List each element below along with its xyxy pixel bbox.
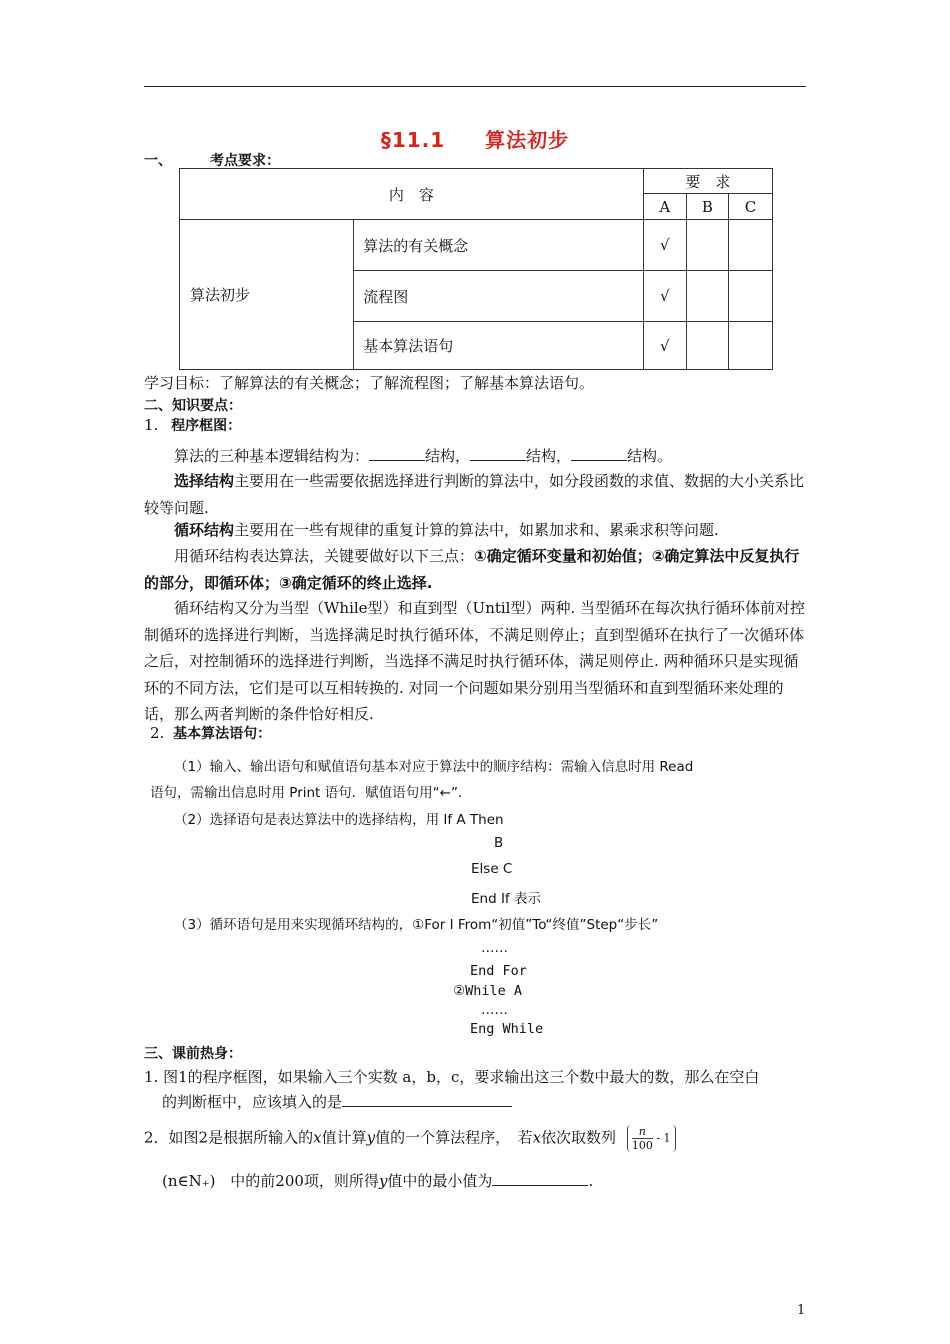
answer-blank-2	[492, 1185, 588, 1186]
page-number: 1	[797, 1303, 806, 1318]
table-row-item: 基本算法语句	[354, 322, 643, 370]
level-b: B	[686, 194, 728, 220]
loop-dots-2: ……	[481, 1002, 508, 1018]
io-statement-line2: 语句，需输出信息时用 Print 语句．赋值语句用“←”．	[150, 785, 472, 801]
header-rule	[144, 86, 806, 87]
check-mark: √	[643, 322, 686, 370]
var-y: y	[366, 1128, 376, 1147]
blank-3	[571, 460, 627, 461]
sub-heading-2-label: 基本算法语句：	[173, 726, 272, 742]
check-mark: √	[643, 271, 686, 322]
if-statement-else: Else C	[471, 861, 513, 877]
sub-heading-2-num: 2.	[150, 724, 165, 742]
question-1-line2: 的判断框中，应该填入的是	[162, 1091, 512, 1112]
paragraph-loop: 循环结构主要用在一些有规律的重复计算的算法中，如累加求和、累乘求积等问题.	[174, 521, 719, 539]
topic-cell: 算法初步	[180, 220, 354, 370]
heading-1-num: 一、	[144, 153, 172, 169]
level-a: A	[643, 194, 686, 220]
var-x2: x	[532, 1128, 542, 1147]
if-statement-b: B	[494, 835, 504, 851]
var-x: x	[313, 1128, 322, 1147]
heading-3: 三、课前热身：	[144, 1046, 242, 1062]
table-row-item: 流程图	[354, 271, 643, 322]
loop-while: ②While A	[453, 983, 522, 999]
sub-heading-1-label: 程序框图：	[171, 418, 242, 434]
loop-end-for: End For	[470, 963, 527, 979]
io-statement-line1: （1）输入、输出语句和赋值语句基本对应于算法中的顺序结构：需输入信息时用 Read	[174, 759, 694, 775]
loop-dots-1: ……	[481, 940, 508, 956]
requirements-table	[179, 168, 773, 370]
table-row-item: 算法的有关概念	[354, 220, 643, 271]
answer-blank-1	[342, 1106, 512, 1107]
paragraph-loop-types: 循环结构又分为当型（While型）和直到型（Until型）两种. 当型循环在每次执行循环体前对控制循环的选择进行判断，当选择满足时执行循环体，不满足则停止；直到型循环在执行了一次循环体之后，对控制循环的选择进行判断，当选择不满足时执行循环体，满足则停止. 两种循环只是实现循环的不同方法，它们是可以互相转换的. 对同一个问题如果分别用当型循环和直到型循环来处理的话，那么两者判断的条件恰好相反.	[144, 599, 806, 723]
heading-1-label: 考点要求：	[210, 153, 280, 169]
heading-2: 二、知识要点：	[144, 398, 242, 414]
sub-heading-1	[144, 415, 241, 435]
blank-2	[470, 460, 526, 461]
requirement-header: 要 求	[643, 169, 772, 194]
loop-statement-line1: （3）循环语句是用来实现循环结构的，①For I From“初值”To“终值”Step“步长”	[174, 917, 659, 933]
paragraph-key-points: 用循环结构表达算法，关键要做好以下三点：①确定循环变量和初始值；②确定算法中反复执行的部分，即循环体；③确定循环的终止选择.	[144, 547, 800, 592]
n-condition: (n∈N₊)	[162, 1172, 216, 1190]
paragraph-selection: 选择结构主要用在一些需要依据选择进行判断的算法中，如分段函数的求值、数据的大小关系比较等问题.	[144, 472, 805, 517]
check-mark: √	[643, 220, 686, 271]
question-1-line1: 1. 图1的程序框图，如果输入三个实数 a，b，c，要求输出这三个数中最大的数，那么在空白	[144, 1068, 760, 1086]
sub-heading-2	[150, 723, 271, 743]
loop-end-while: Eng While	[470, 1021, 544, 1037]
if-statement-endif: End If 表示	[471, 891, 541, 907]
blank-1	[369, 460, 425, 461]
paragraph-structures: 算法的三种基本逻辑结构为： 结构， 结构， 结构。	[174, 447, 673, 465]
if-statement-line1: （2）选择语句是表达算法中的选择结构，用 If A Then	[174, 812, 504, 828]
question-2-line2: (n∈N₊) 中的前200项，则所得y值中的最小值为 .	[162, 1172, 594, 1190]
sequence-formula: $\frac{n}{100}$ - 1	[627, 1125, 676, 1152]
sub-heading-1-num: 1.	[144, 416, 159, 434]
learning-goal: 学习目标：了解算法的有关概念；了解流程图；了解基本算法语句。	[144, 374, 595, 392]
section-name: 算法初步	[485, 128, 570, 152]
question-2-line1: 2．如图2是根据所输入的x值计算y值的一个算法程序， 若x依次取数列 $\frac{n}{100}$ - 1	[144, 1125, 676, 1152]
section-number: §11.1	[380, 128, 446, 152]
level-c: C	[728, 194, 772, 220]
var-y-2: y	[378, 1172, 388, 1190]
content-header: 内 容	[180, 169, 644, 220]
page-title	[0, 124, 950, 153]
